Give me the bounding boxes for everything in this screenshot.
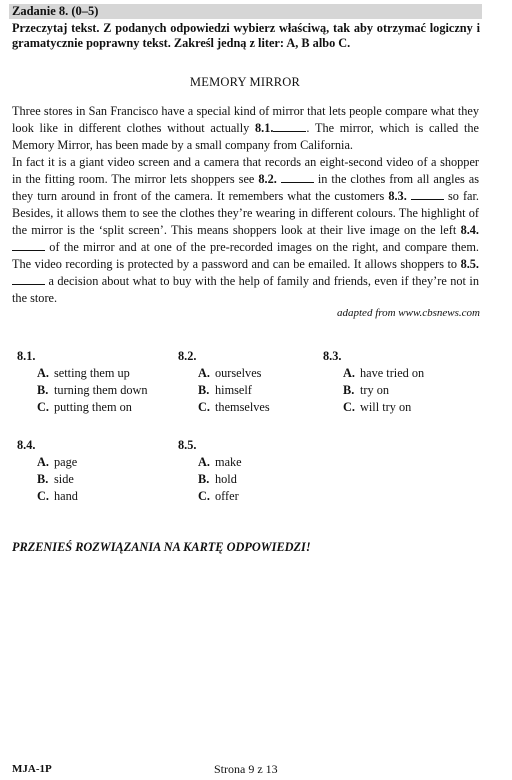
article-text-segment: In fact it is a giant video screen and a camera that records an eight-second video of a shopper in the fitting room. The mirror lets shoppers see: [12, 155, 479, 186]
gap-8-3-number: 8.3.: [388, 189, 407, 203]
question-8-5: [178, 437, 242, 505]
question-number: 8.3.: [323, 349, 342, 363]
question-number: 8.5.: [178, 438, 197, 452]
option-letter: A.: [37, 366, 49, 380]
option-letter: B.: [37, 383, 49, 397]
option-letter: C.: [37, 400, 49, 414]
article-text-segment: Three stores in San Francisco have a special kind of mirror that lets people compare what they look like in different clothes without actually: [12, 104, 479, 135]
option-8-3-c[interactable]: [343, 399, 424, 416]
gap-8-5-blank: [12, 274, 45, 285]
option-8-2-b[interactable]: [198, 382, 270, 399]
option-8-3-b[interactable]: [343, 382, 424, 399]
option-text: have tried on: [360, 366, 425, 380]
gap-8-3-blank: [411, 189, 444, 200]
option-text: setting them up: [54, 366, 130, 380]
option-8-4-b[interactable]: [37, 471, 78, 488]
option-letter: A.: [343, 366, 355, 380]
option-letter: A.: [198, 455, 210, 469]
article-paragraph-2: [12, 154, 479, 307]
option-text: page: [54, 455, 78, 469]
exam-code: MJA-1P: [12, 763, 52, 775]
option-text: hand: [54, 489, 78, 503]
article-text-segment: so far. Besides, it allows them to see the clothes they’re wearing in different colours. The highlight of the mirror is the ‘split screen’. This means shoppers look at their live image on the left: [12, 189, 479, 237]
gap-8-2-number: 8.2.: [258, 172, 277, 186]
source-credit: adapted from www.cbsnews.com: [337, 307, 480, 319]
task-title: Zadanie 8. (0–5): [12, 4, 99, 18]
option-letter: B.: [343, 383, 355, 397]
text-title: MEMORY MIRROR: [189, 75, 301, 89]
option-8-5-b[interactable]: [198, 471, 242, 488]
option-letter: A.: [37, 455, 49, 469]
question-number: 8.1.: [17, 349, 36, 363]
option-letter: B.: [37, 472, 49, 486]
option-letter: B.: [198, 472, 210, 486]
option-text: side: [54, 472, 74, 486]
gap-8-4-number: 8.4.: [460, 223, 480, 237]
question-number: 8.4.: [17, 438, 36, 452]
option-8-2-a[interactable]: [198, 365, 270, 382]
article-paragraph-1: [12, 103, 479, 154]
option-8-1-c[interactable]: [37, 399, 148, 416]
gap-8-4-blank: [12, 240, 45, 251]
option-letter: C.: [37, 489, 49, 503]
transfer-answers-note: PRZENIEŚ ROZWIĄZANIA NA KARTĘ ODPOWIEDZI!: [12, 540, 311, 554]
option-text: themselves: [215, 400, 270, 414]
article-text-segment: . The mirror, which is called the Memory Mirror, has been made by a small company from California.: [12, 121, 480, 152]
page-number: Strona 9 z 13: [214, 762, 278, 776]
task-instruction: Przeczytaj tekst. Z podanych odpowiedzi wybierz właściwą, tak aby otrzymać logiczny i gramatycznie poprawny tekst. Zakreśl jedną z liter: A, B albo C.: [12, 21, 480, 50]
option-text: offer: [215, 489, 239, 503]
question-8-4: [17, 437, 78, 505]
gap-8-1-blank: [273, 121, 306, 132]
gap-8-2-blank: [281, 172, 314, 183]
option-text: hold: [215, 472, 237, 486]
option-text: himself: [215, 383, 252, 397]
gap-8-1-number: 8.1.: [254, 121, 274, 135]
option-8-5-a[interactable]: [198, 454, 242, 471]
gap-8-5-number: 8.5.: [460, 257, 480, 271]
option-text: putting them on: [54, 400, 132, 414]
question-8-1: [17, 348, 148, 416]
option-8-5-c[interactable]: [198, 488, 242, 505]
option-text: try on: [360, 383, 390, 397]
option-text: ourselves: [215, 366, 262, 380]
option-8-2-c[interactable]: [198, 399, 270, 416]
question-8-3: [323, 348, 424, 416]
option-8-4-c[interactable]: [37, 488, 78, 505]
option-text: will try on: [360, 400, 412, 414]
article-text-segment: of the mirror and at one of the pre-recorded images on the right, and compare them. The video recording is protected by a password and can be emailed. It allows shoppers to: [12, 240, 479, 271]
article-text-segment: in the clothes from all angles as they turn around in front of the camera. It remembers what the customers: [12, 172, 480, 203]
option-8-1-b[interactable]: [37, 382, 148, 399]
option-8-4-a[interactable]: [37, 454, 78, 471]
option-8-3-a[interactable]: [343, 365, 424, 382]
option-letter: B.: [198, 383, 210, 397]
question-number: 8.2.: [178, 349, 197, 363]
article-text: [12, 103, 479, 307]
option-letter: C.: [198, 400, 210, 414]
option-8-1-a[interactable]: [37, 365, 148, 382]
option-letter: A.: [198, 366, 210, 380]
option-letter: C.: [343, 400, 355, 414]
question-8-2: [178, 348, 270, 416]
option-letter: C.: [198, 489, 210, 503]
option-text: make: [215, 455, 242, 469]
article-text-segment: a decision about what to buy with the help of family and friends, even if they’re not in the store.: [12, 274, 479, 305]
option-text: turning them down: [54, 383, 148, 397]
